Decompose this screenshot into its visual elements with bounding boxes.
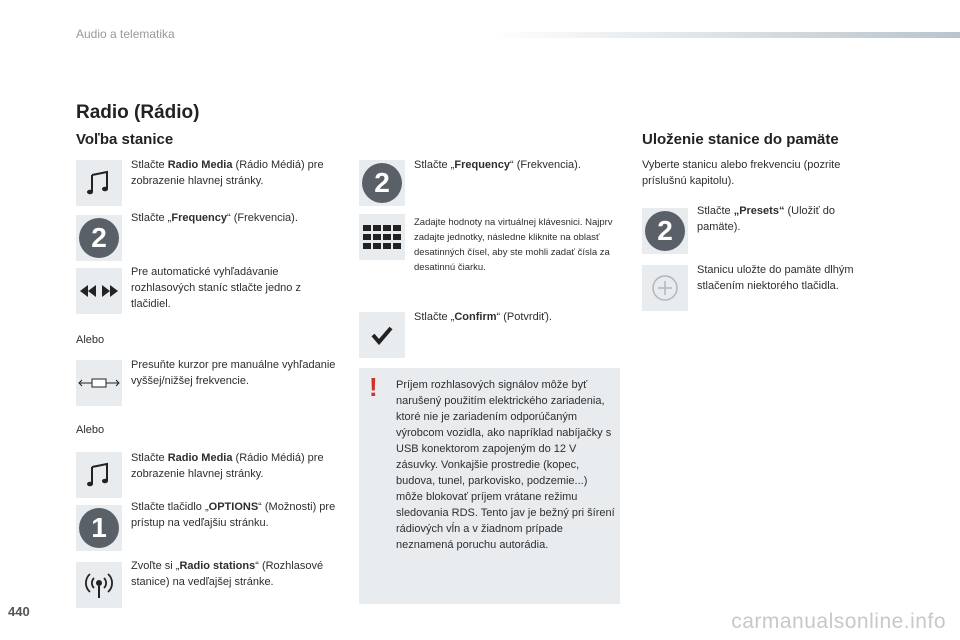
step-number-2-middle: 2 — [359, 160, 405, 206]
step-number-2-right: 2 — [642, 208, 688, 254]
left-step1-text: Stlačte Radio Media (Rádio Médiá) pre zobrazenie hlavnej stránky. — [131, 159, 324, 187]
add-preset-icon — [642, 265, 688, 311]
music-note-icon — [76, 160, 122, 206]
middle-step2-text: Zadajte hodnoty na virtuálnej klávesnici. Najprv zadajte jednotky, následne kliknite na oblasť desatinných čísel, aby ste mohli zadať čísla za desatinnú čiarku. — [414, 217, 613, 273]
left-step3-text: Pre automatické vyhľadávanie rozhlasových staníc stlačte jedno z tlačidiel. — [131, 266, 301, 310]
music-note-icon — [76, 452, 122, 498]
header-bar — [490, 32, 960, 38]
checkmark-icon — [359, 312, 405, 358]
watermark: carmanualsonline.info — [731, 610, 946, 633]
or-label-2: Alebo — [76, 424, 105, 436]
radio-antenna-icon — [76, 562, 122, 608]
frequency-slider-icon — [76, 360, 122, 406]
left-heading: Voľba stanice — [76, 131, 174, 148]
middle-step3-text: Stlačte „Confirm“ (Potvrdiť). — [414, 311, 552, 323]
keypad-icon — [359, 214, 405, 260]
left-step5-text: Stlačte Radio Media (Rádio Médiá) pre zobrazenie hlavnej stránky. — [131, 452, 324, 480]
warning-exclamation-icon: ! — [369, 372, 378, 402]
left-step4-text: Presuňte kurzor pre manuálne vyhľadanie vyššej/nižšej frekvencie. — [131, 359, 336, 387]
warning-text: Príjem rozhlasových signálov môže byť narušený použitím elektrického zariadenia, ktoré nie je zariadením odporúčaným výrobcom vozidla, ako napríklad nabíjačky s USB konektorom zapojeným do 12 V zásuvky. Vonkajšie prostredie (kopec, budova, tunel, parkovisko, podzemie...) môže blokovať príjem vrátane režimu sledovania RDS. Tento jav je bežný pri šírení rádiových vĺn a v žiadnom prípade neznamená poruchu autorádia. — [396, 379, 615, 551]
left-step6-text: Stlačte tlačidlo „OPTIONS“ (Možnosti) pre prístup na vedľajšiu stránku. — [131, 501, 336, 529]
or-label-1: Alebo — [76, 334, 105, 346]
seek-buttons-icon — [76, 268, 122, 314]
step-number-1: 1 — [76, 505, 122, 551]
left-step2-text: Stlačte „Frequency“ (Frekvencia). — [131, 212, 298, 224]
section-header: Audio a telematika — [76, 27, 175, 41]
right-step1-text: Stlačte „Presets“ (Uložiť do pamäte). — [697, 205, 836, 233]
page-title: Radio (Rádio) — [76, 102, 200, 123]
right-step2-text: Stanicu uložte do pamäte dlhým stlačením niektorého tlačidla. — [697, 264, 854, 292]
step-number-2-left: 2 — [76, 215, 122, 261]
left-step7-text: Zvoľte si „Radio stations“ (Rozhlasové stanice) na vedľajšej stránke. — [131, 560, 324, 588]
right-intro-text: Vyberte stanicu alebo frekvenciu (pozrite príslušnú kapitolu). — [642, 159, 841, 187]
middle-step1-text: Stlačte „Frequency“ (Frekvencia). — [414, 159, 581, 171]
right-heading: Uloženie stanice do pamäte — [642, 131, 839, 148]
page-number: 440 — [8, 604, 30, 619]
